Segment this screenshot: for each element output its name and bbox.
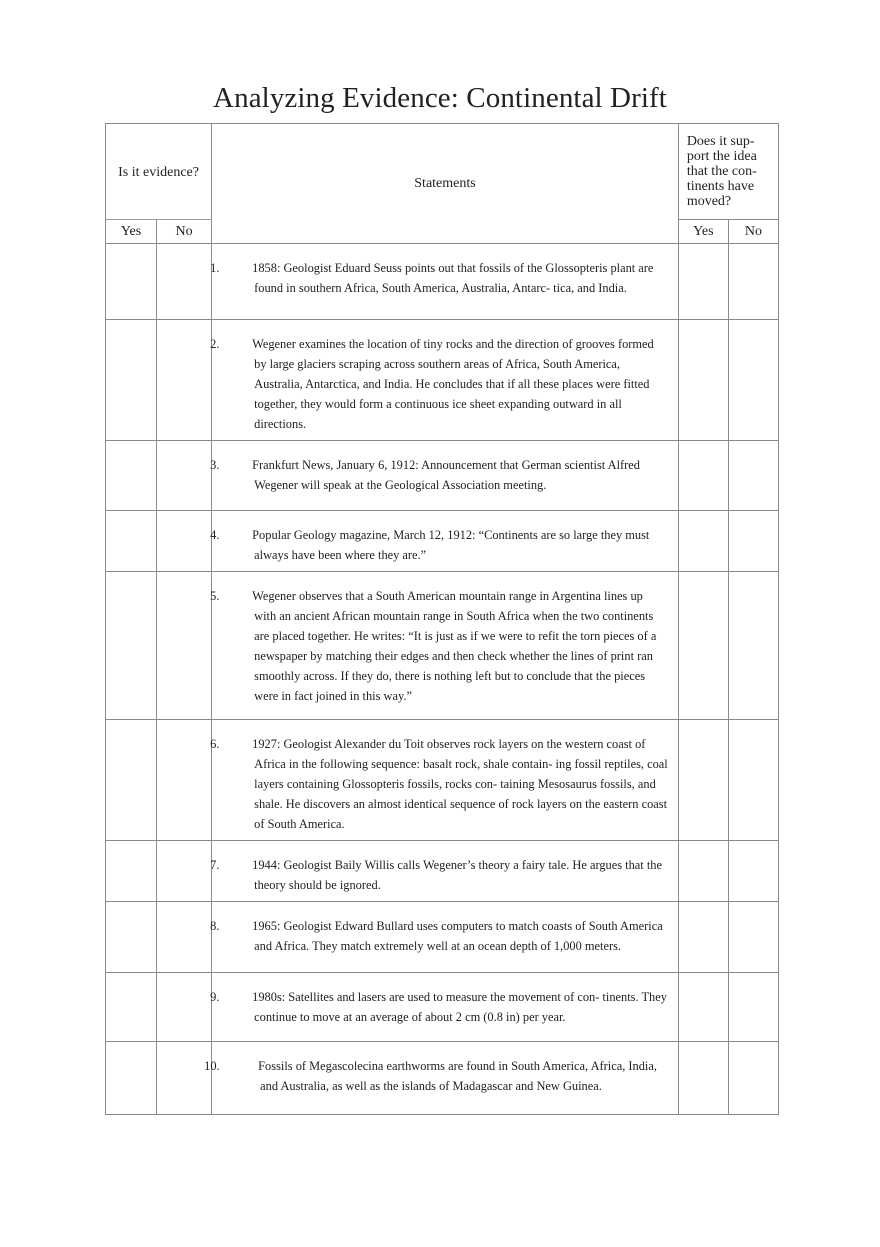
support-yes-cell[interactable] (678, 511, 728, 572)
evidence-no-cell[interactable] (157, 511, 212, 572)
evidence-no-cell[interactable] (157, 320, 212, 441)
table-row (106, 320, 779, 441)
support-no-cell[interactable] (728, 973, 778, 1042)
statement-text: 1927: Geologist Alexander du Toit observes rock layers on the western coast of Africa in the following sequence: basalt rock, shale contain- ing fossil reptiles, coal layers containing Glossopteris fossils, rocks con- taining Mesosaurus fossils, and shale. He discovers an almost identical sequence of rock layers on the eastern coast of South America. (252, 737, 668, 831)
support-header-line: tinents have (686, 179, 755, 194)
page-title: Analyzing Evidence: Continental Drift (213, 82, 667, 114)
support-yes-cell[interactable] (678, 1042, 728, 1115)
support-yes-cell[interactable] (678, 244, 728, 320)
table-row (106, 441, 779, 511)
statement-cell (212, 973, 679, 1042)
statement-text: 1980s: Satellites and lasers are used to measure the movement of con- tinents. They continue to move at an average of about 2 cm (0.8 in) per year. (252, 990, 667, 1024)
statement-text: Frankfurt News, January 6, 1912: Announcement that German scientist Alfred Wegener will speak at the Geological Association meeting. (252, 458, 640, 492)
statement-text: Wegener examines the location of tiny rocks and the direction of grooves formed by large glaciers scraping across southern areas of Africa, South America, Australia, Antarctica, and India. He concludes that if all these places were fitted together, they would form a continuous ice sheet expanding outward in all directions. (252, 337, 654, 431)
statement-number: 3. (210, 458, 220, 472)
support-no-cell[interactable] (728, 244, 778, 320)
statements-header: Statements (212, 124, 679, 244)
support-header-line: port the idea (686, 149, 757, 164)
evidence-no-cell[interactable] (157, 1042, 212, 1115)
statement-cell (204, 1042, 679, 1115)
evidence-yes-cell[interactable] (106, 973, 157, 1042)
evidence-no-cell[interactable] (157, 441, 212, 511)
table-row (106, 572, 779, 720)
statement-cell (212, 841, 679, 902)
statement-cell (212, 572, 679, 720)
support-yes-cell[interactable] (678, 441, 728, 511)
evidence-no-cell[interactable] (157, 720, 212, 841)
support-no-cell[interactable] (728, 902, 778, 973)
evidence-yes-cell[interactable] (106, 244, 157, 320)
support-yes-cell[interactable] (678, 720, 728, 841)
support-header-line: that the con- (686, 164, 757, 179)
evidence-no-cell[interactable] (157, 841, 212, 902)
table-row (106, 244, 779, 320)
evidence-yes-cell[interactable] (106, 720, 157, 841)
support-no-cell[interactable] (728, 511, 778, 572)
statement-number: 5. (210, 589, 220, 603)
statement-cell (212, 511, 679, 572)
table-row (106, 511, 779, 572)
statement-text: 1965: Geologist Edward Bullard uses computers to match coasts of South America and Africa. They match extremely well at an ocean depth of 1,000 meters. (252, 919, 663, 953)
statement-cell (212, 441, 679, 511)
support-header-line: moved? (686, 194, 732, 209)
table-row (106, 720, 779, 841)
statement-number: 1. (210, 261, 220, 275)
support-no-cell[interactable] (728, 1042, 778, 1115)
support-yes-cell[interactable] (678, 973, 728, 1042)
support-no-cell[interactable] (728, 572, 778, 720)
support-no-cell[interactable] (728, 441, 778, 511)
support-yes-cell[interactable] (678, 320, 728, 441)
support-yes-header: Yes (678, 220, 728, 244)
evidence-table (105, 123, 779, 1115)
evidence-yes-cell[interactable] (106, 572, 157, 720)
statement-cell (212, 244, 679, 320)
evidence-no-header: No (157, 220, 212, 244)
support-header-line: Does it sup- (686, 134, 755, 149)
support-no-cell[interactable] (728, 320, 778, 441)
table-row (106, 973, 779, 1042)
statement-text: 1944: Geologist Baily Willis calls Wegener’s theory a fairy tale. He argues that the theory should be ignored. (252, 858, 662, 892)
evidence-yes-header: Yes (106, 220, 157, 244)
table-row (106, 902, 779, 973)
evidence-yes-cell[interactable] (106, 511, 157, 572)
statement-number: 2. (210, 337, 220, 351)
statement-text: Wegener observes that a South American mountain range in Argentina lines up with an ancient African mountain range in South Africa when the two continents are placed together. He writes: “It is just as if we were to refit the torn pieces of a newspaper by matching their edges and then check whether the lines of print ran smoothly across. If they do, there is nothing left but to conclude that the pieces were in fact joined in this way.” (252, 589, 657, 703)
statement-number: 6. (210, 737, 220, 751)
evidence-header: Is it evidence? (106, 124, 212, 220)
statement-number: 9. (210, 990, 220, 1004)
statement-cell (212, 902, 679, 973)
statement-number: 10. (204, 1059, 220, 1073)
evidence-yes-cell[interactable] (106, 320, 157, 441)
support-yes-cell[interactable] (678, 572, 728, 720)
evidence-no-cell[interactable] (157, 244, 212, 320)
table-row (106, 1042, 779, 1115)
evidence-yes-cell[interactable] (106, 1042, 157, 1115)
evidence-yes-cell[interactable] (106, 902, 157, 973)
support-no-header: No (728, 220, 778, 244)
support-yes-cell[interactable] (678, 841, 728, 902)
support-no-cell[interactable] (728, 841, 778, 902)
statement-text: Popular Geology magazine, March 12, 1912: “Continents are so large they must always have been where they are.” (252, 528, 650, 562)
evidence-no-cell[interactable] (157, 973, 212, 1042)
evidence-no-cell[interactable] (157, 902, 212, 973)
statement-cell (212, 320, 679, 441)
table-row (106, 841, 779, 902)
support-no-cell[interactable] (728, 720, 778, 841)
statement-number: 8. (210, 919, 220, 933)
statement-number: 7. (210, 858, 220, 872)
evidence-no-cell[interactable] (157, 572, 212, 720)
statement-text: 1858: Geologist Eduard Seuss points out that fossils of the Glossopteris plant are found in southern Africa, South America, Australia, Antarc- tica, and India. (252, 261, 654, 295)
statement-cell (212, 720, 679, 841)
evidence-yes-cell[interactable] (106, 441, 157, 511)
statement-number: 4. (210, 528, 220, 542)
support-yes-cell[interactable] (678, 902, 728, 973)
statement-text: Fossils of Megascolecina earthworms are found in South America, Africa, India, and Australia, as well as the islands of Madagascar and New Guinea. (258, 1059, 657, 1093)
support-header (678, 124, 778, 220)
evidence-yes-cell[interactable] (106, 841, 157, 902)
